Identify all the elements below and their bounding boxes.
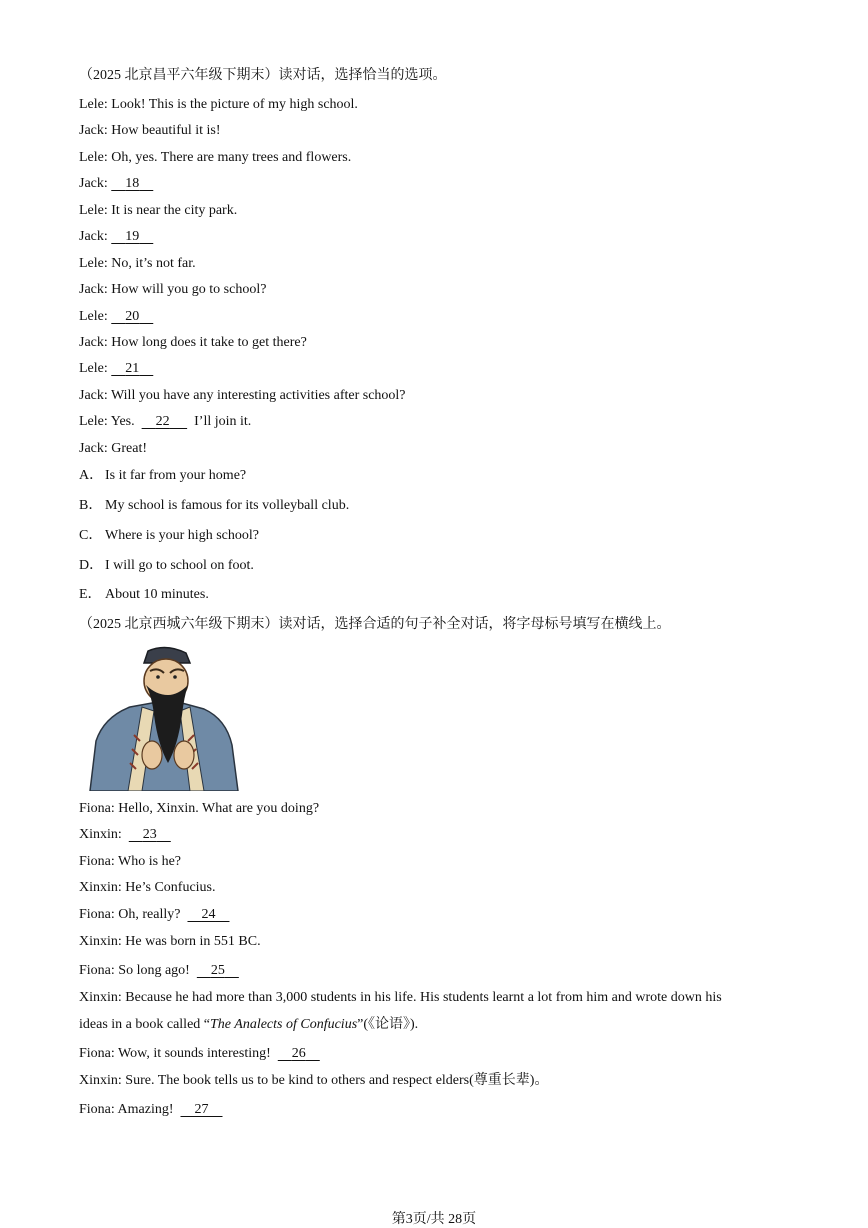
answer-blank[interactable]: 22 <box>155 414 170 429</box>
answer-blank[interactable]: 23 <box>142 827 157 842</box>
dialogue-line: Fiona: Who is he? <box>79 854 182 869</box>
dialogue-line: Jack: Great! <box>79 441 148 456</box>
dialogue-line: Lele: Yes. 22 I’ll join it. <box>79 414 252 429</box>
option-a: A． Is it far from your home? <box>79 468 247 483</box>
dialogue-line: Xinxin: Because he had more than 3,000 students in his life. His students learnt a lot from him and wrote down his <box>79 990 722 1005</box>
dialogue-line: Jack: 19 <box>79 228 153 246</box>
dialogue-line: Fiona: Hello, Xinxin. What are you doing? <box>79 801 320 816</box>
answer-blank[interactable]: 20 <box>125 309 140 324</box>
answer-blank[interactable]: 18 <box>125 176 140 191</box>
dialogue-line: Lele: Oh, yes. There are many trees and flowers. <box>79 150 352 165</box>
answer-blank[interactable]: 26 <box>291 1046 306 1061</box>
answer-blank[interactable]: 25 <box>210 963 225 978</box>
dialogue-line: Jack: How long does it take to get there? <box>79 335 307 350</box>
dialogue-line: Lele: Look! This is the picture of my high school. <box>79 97 358 112</box>
option-e: E． About 10 minutes. <box>79 587 209 602</box>
answer-blank[interactable]: 21 <box>125 361 140 376</box>
answer-blank[interactable]: 27 <box>194 1102 209 1117</box>
option-c: C． Where is your high school? <box>79 528 259 543</box>
section-header: （2025 北京西城六年级下期末）读对话，选择合适的句子补全对话，将字母标号填写在横线上。 <box>79 617 671 632</box>
dialogue-line: Lele: 20 <box>79 308 153 326</box>
dialogue-line: Jack: 18 <box>79 175 153 193</box>
dialogue-line: Jack: How will you go to school? <box>79 282 267 297</box>
dialogue-line: Lele: No, it’s not far. <box>79 256 196 271</box>
answer-blank[interactable]: 24 <box>201 907 216 922</box>
answer-blank[interactable]: 19 <box>125 229 140 244</box>
dialogue-line: Fiona: Amazing! 27 <box>79 1101 223 1119</box>
dialogue-line: Xinxin: 23 <box>79 826 171 844</box>
dialogue-line: Jack: Will you have any interesting activities after school? <box>79 388 406 403</box>
dialogue-line: ideas in a book called “The Analects of Confucius”(《论语》). <box>79 1017 419 1032</box>
dialogue-line: Xinxin: He’s Confucius. <box>79 880 216 895</box>
option-d: D． I will go to school on foot. <box>79 558 254 573</box>
dialogue-line: Fiona: So long ago! 25 <box>79 962 239 980</box>
dialogue-line: Lele: It is near the city park. <box>79 203 238 218</box>
page-footer: 第3页/共 28页 <box>391 1212 477 1227</box>
confucius-portrait <box>82 645 246 791</box>
dialogue-line: Xinxin: Sure. The book tells us to be kind to others and respect elders(尊重长辈)。 <box>79 1073 549 1088</box>
option-b: B． My school is famous for its volleyball club. <box>79 498 350 513</box>
dialogue-line: Lele: 21 <box>79 360 153 378</box>
dialogue-line: Xinxin: He was born in 551 BC. <box>79 934 261 949</box>
dialogue-line: Fiona: Wow, it sounds interesting! 26 <box>79 1045 320 1063</box>
dialogue-line: Jack: How beautiful it is! <box>79 123 221 138</box>
book-title: The Analects of Confucius <box>210 1017 358 1032</box>
dialogue-line: Fiona: Oh, really? 24 <box>79 906 229 924</box>
section-header: （2025 北京昌平六年级下期末）读对话，选择恰当的选项。 <box>79 68 447 83</box>
